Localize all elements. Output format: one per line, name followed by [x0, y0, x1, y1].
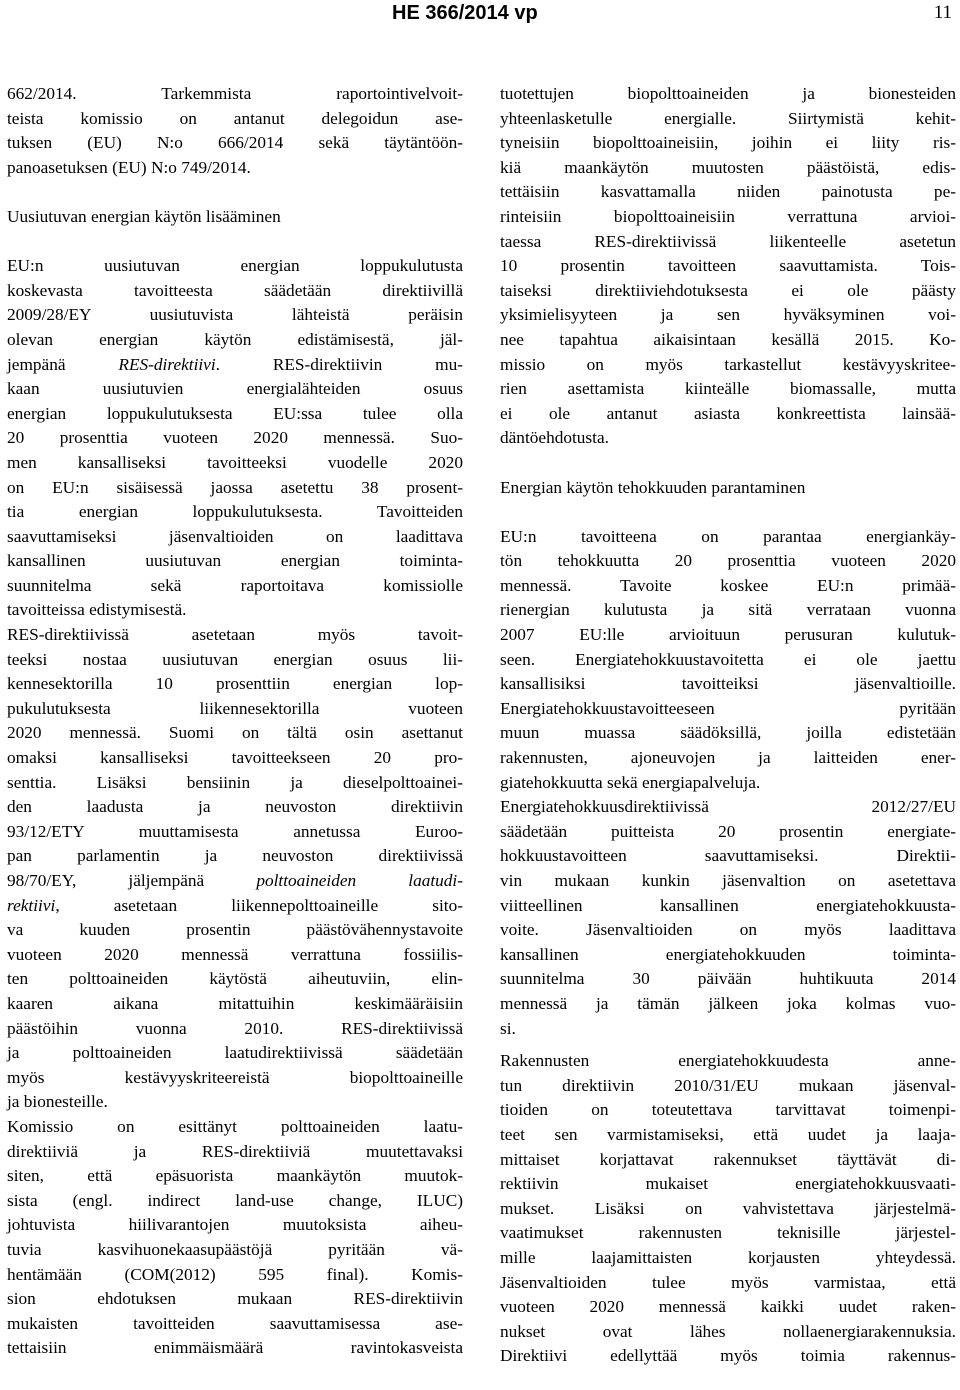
- left-column: [7, 82, 463, 1361]
- text-line: siten, että epäsuorista maankäytön muutok-: [7, 1166, 463, 1186]
- text-line: kiä maankäytön muutosten päästöistä, edis-: [500, 157, 956, 177]
- text-line: olevan energian käytön edistämisestä, jäl-: [7, 329, 463, 349]
- text-line: 20 prosenttia vuoteen 2020 mennessä. Suo-: [7, 428, 463, 448]
- defined-term: polttoaineiden laatudi-: [256, 871, 463, 890]
- right-column: [500, 82, 956, 1369]
- text-line: taiseksi direktiiviehdotuksesta ei ole päästy: [500, 280, 956, 300]
- text-line: teista komissio on antanut delegoidun ase-: [7, 108, 463, 128]
- text-line: EU:n uusiutuvan energian loppukulutusta: [7, 256, 463, 276]
- text-line: suunnitelma 30 päivään huhtikuuta 2014: [500, 969, 956, 989]
- defined-term: rektiivi: [7, 895, 56, 915]
- text-line: rinteisiin biopolttoaineisiin verrattuna arvioi-: [500, 206, 956, 226]
- text-line: tioiden on toteutettava tarvittavat toimenpi-: [500, 1100, 956, 1120]
- text-line: tön tehokkuutta 20 prosenttia vuoteen 2020: [500, 551, 956, 571]
- text-line: viitteellinen kansallinen energiatehokkuusta-: [500, 895, 956, 915]
- text-line: johtuvista hiilivarantojen muutoksista aiheu-: [7, 1215, 463, 1235]
- text-line: energian loppukulutuksesta EU:ssa tulee olla: [7, 403, 463, 423]
- text-line: koskevasta tavoitteesta säädetään direktiivillä: [7, 280, 463, 300]
- text-line: rakennusten, ajoneuvojen ja laitteiden ener-: [500, 748, 956, 768]
- text-line: mittaiset korjattavat rakennukset täyttävät di-: [500, 1149, 956, 1169]
- text-line: on EU:n sisäisessä jaossa asetettu 38 prosent-: [7, 477, 463, 497]
- text-line: panoasetuksen (EU) N:o 749/2014.: [7, 157, 251, 177]
- text-line: vaatimukset rakennusten teknisille järjestel-: [500, 1223, 956, 1243]
- text-line: teeksi nostaa uusiutuvan energian osuus lii-: [7, 649, 463, 669]
- text-line: tun direktiivin 2010/31/EU mukaan jäsenval-: [500, 1075, 956, 1095]
- text-line: mukset. Lisäksi on vahvistettava järjestelmä-: [500, 1198, 956, 1218]
- text-line: kennesektorilla 10 prosenttiin energian lop-: [7, 674, 463, 694]
- paragraph: [7, 82, 463, 180]
- text-line: 2009/28/EY uusiutuvista lähteistä peräisin: [7, 305, 463, 325]
- document-id: HE 366/2014 vp: [392, 2, 538, 24]
- text-line: tettaisiin enimmäismäärä ravintokasveista: [7, 1338, 463, 1358]
- text-line: Jäsenvaltioiden tulee myös varmistaa, että: [500, 1272, 956, 1292]
- paragraph: [500, 1049, 956, 1369]
- text-line: mukaisten tavoitteiden saavuttamisessa ase-: [7, 1313, 463, 1333]
- text-line: tuotettujen biopolttoaineiden ja bionesteiden: [500, 84, 956, 103]
- text-line: hokkuustavoitteen saavuttamiseksi. Direktii-: [500, 846, 956, 866]
- text-line: vin mukaan kunkin jäsenvaltion on asetettava: [500, 871, 956, 890]
- text-line: tuvia kasvihuonekaasupäästöjä pyritään vä-: [7, 1239, 463, 1259]
- text-line: jempänä RES-direktiivi. RES-direktiivin mu-: [7, 354, 463, 374]
- text-line: yksimielisyyteen ja sen hyväksyminen voi-: [500, 305, 956, 325]
- text-line: rektiivin mukaiset energiatehokkuusvaati-: [500, 1174, 956, 1194]
- text-line: tia energian loppukulutuksesta. Tavoitteiden: [7, 502, 463, 522]
- text-line: mennessä. Tavoite koskee EU:n primää-: [500, 575, 956, 595]
- text-line: ten polttoaineiden käytöstä aiheutuviin, elin-: [7, 969, 463, 989]
- text-line: seen. Energiatehokkuustavoitetta ei ole jaettu: [500, 649, 956, 669]
- text-line: kansallisiksi tavoitteiksi jäsenvaltioille.: [500, 674, 956, 694]
- text-line: ja bionesteille.: [7, 1092, 108, 1112]
- text-line: nukset ovat lähes nollaenergiarakennuksia.: [500, 1321, 956, 1341]
- text-line: 93/12/ETY muuttamisesta annetussa Euroo-: [7, 821, 463, 841]
- defined-term: RES-direktiivi: [118, 354, 216, 374]
- text-line: Energiatehokkuusdirektiivissä 2012/27/EU: [500, 797, 956, 817]
- text-line: kansallinen energiatehokkuuden toiminta-: [500, 944, 956, 964]
- text-line: ei ole antanut asiasta konkreettista lainsää-: [500, 403, 956, 423]
- text-line: rien asettamista kiinteälle biomassalle, mutta: [500, 379, 956, 399]
- text-line: nee tapahtua aikaisintaan kesällä 2015. Ko-: [500, 329, 956, 349]
- text-line: tettäisiin kasvattamalla niiden painotusta pe-: [500, 182, 956, 202]
- paragraph: [7, 623, 463, 1115]
- text-line: giatehokkuutta sekä energiapalveluja.: [500, 772, 761, 792]
- text-line: EU:n tavoitteena on parantaa energiankäy-: [500, 526, 956, 546]
- text-line: den laadusta ja neuvoston direktiivin: [7, 797, 463, 817]
- text-line: kaan uusiutuvien energialähteiden osuus: [7, 379, 463, 399]
- text-line: saavuttamiseksi jäsenvaltioiden on laadittava: [7, 526, 463, 546]
- text-line: pukulutuksesta liikennesektorilla vuoteen: [7, 698, 463, 718]
- text-line: teet sen varmistamiseksi, että uudet ja laaja-: [500, 1124, 956, 1144]
- text-line: direktiiviä ja RES-direktiiviä muutettavaksi: [7, 1141, 463, 1161]
- text-line: ja polttoaineiden laatudirektiivissä säädetään: [7, 1043, 463, 1063]
- text-line: suunnitelma sekä raportoitava komissiolle: [7, 575, 463, 595]
- text-line: pan parlamentin ja neuvoston direktiivissä: [7, 846, 463, 866]
- text-line: 10 prosentin tavoitteen saavuttamista. Tois-: [500, 256, 956, 276]
- text-line: tyneisiin biopolttoaineisiin, joihin ei liity ris-: [500, 133, 956, 153]
- text-line: Komissio on esittänyt polttoaineiden laatu-: [7, 1116, 463, 1136]
- text-line: men kansalliseksi tavoitteeksi vuodelle 2020: [7, 452, 463, 472]
- text-line: missio on myös tarkastellut kestävyyskritee-: [500, 354, 956, 374]
- text-line: Energiatehokkuustavoitteeseen pyritään: [500, 698, 956, 718]
- text-line: RES-direktiivissä asetetaan myös tavoit-: [7, 625, 463, 645]
- text-line: päästöihin vuonna 2010. RES-direktiivissä: [7, 1018, 463, 1038]
- page-number: 11: [933, 2, 952, 23]
- text-line: kaaren aikana mitattuihin keskimääräisiin: [7, 993, 463, 1013]
- paragraph: [500, 82, 956, 451]
- text-line: säädetään puitteista 20 prosentin energiate-: [500, 821, 956, 841]
- text-line: hentämään (COM(2012) 595 final). Komis-: [7, 1264, 463, 1284]
- text-line: myös kestävyyskriteereistä biopolttoaineille: [7, 1067, 463, 1087]
- text-line: omaksi kansalliseksi tavoitteekseen 20 pro-: [7, 748, 463, 768]
- text-line: yhteenlasketulle energialle. Siirtymistä kehit-: [500, 108, 956, 128]
- paragraph: [7, 1115, 463, 1361]
- text-line: sista (engl. indirect land-use change, ILUC): [7, 1190, 463, 1210]
- text-line: taessa RES-direktiivissä liikenteelle asetetun: [500, 231, 956, 251]
- paragraph: [500, 525, 956, 796]
- text-line: muun muassa säädöksillä, joilla edistetään: [500, 723, 956, 743]
- text-line: Direktiivi edellyttää myös toimia rakennus-: [500, 1346, 956, 1366]
- text-line: 662/2014. Tarkemmista raportointivelvoit-: [7, 84, 463, 103]
- text-line: rienergian kulutusta ja sitä verrataan vuonna: [500, 600, 956, 620]
- section-heading: Uusiutuvan energian käytön lisääminen: [7, 206, 281, 226]
- text-line: vuoteen 2020 mennessä kaikki uudet raken-: [500, 1297, 956, 1317]
- page-header: [0, 2, 960, 32]
- text-line: 98/70/EY, jäljempänä polttoaineiden laatudi-: [7, 871, 463, 890]
- text-line: tuksen (EU) N:o 666/2014 sekä täytäntöön-: [7, 133, 463, 153]
- text-line: 2020 mennessä. Suomi on tältä osin asettanut: [7, 723, 463, 743]
- text-line: 2007 EU:lle arvioituun perusuran kulutuk-: [500, 625, 956, 645]
- paragraph: [500, 795, 956, 1041]
- text-line: däntöehdotusta.: [500, 428, 609, 448]
- text-line: Rakennusten energiatehokkuudesta anne-: [500, 1051, 956, 1071]
- paragraph: [7, 254, 463, 623]
- text-line: va kuuden prosentin päästövähennystavoite: [7, 920, 463, 940]
- text-line: tavoitteissa edistymisestä.: [7, 600, 187, 620]
- text-line: rektiivi, asetetaan liikennepolttoaineille sito-: [7, 895, 463, 915]
- text-line: sion ehdotuksen mukaan RES-direktiivin: [7, 1289, 463, 1309]
- text-line: vuoteen 2020 mennessä verrattuna fossiilis-: [7, 944, 463, 964]
- text-line: kansallinen uusiutuvan energian toiminta-: [7, 551, 463, 571]
- text-line: si.: [500, 1018, 516, 1038]
- section-heading: Energian käytön tehokkuuden parantaminen: [500, 477, 806, 497]
- text-line: mille laajamittaisten korjausten yhteydessä.: [500, 1247, 956, 1267]
- text-line: senttia. Lisäksi bensiinin ja dieselpolttoainei-: [7, 772, 463, 792]
- text-line: mennessä ja tämän jälkeen joka kolmas vuo-: [500, 993, 956, 1013]
- text-line: voite. Jäsenvaltioiden on myös laadittava: [500, 920, 956, 940]
